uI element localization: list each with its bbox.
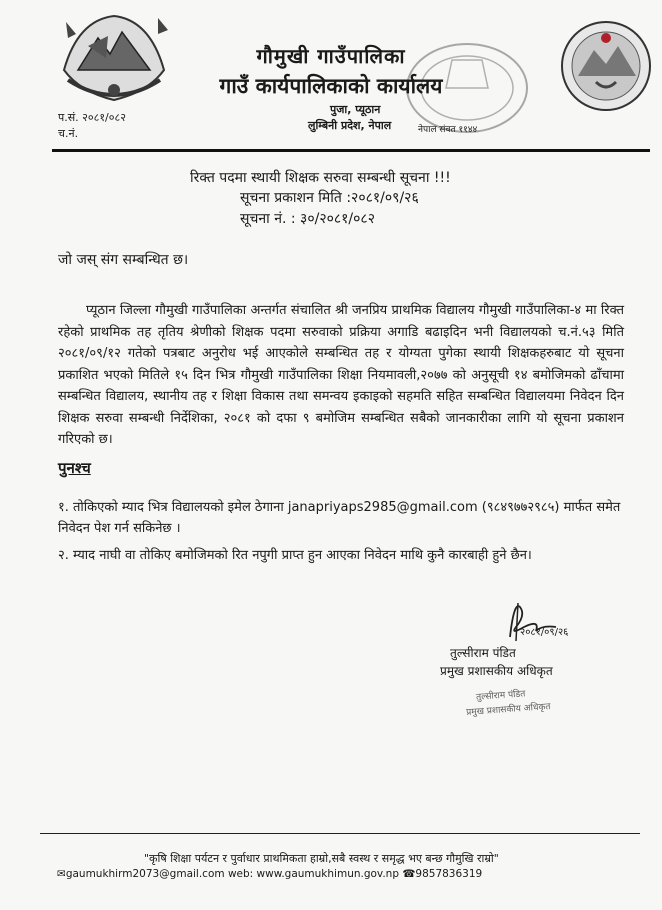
signature (480, 597, 590, 647)
footer-divider (40, 833, 640, 834)
contact-text: gaumukhirm2073@gmail.com web: www.gaumukhimun.gov.np ☎9857836319 (65, 868, 483, 880)
notice-title: रिक्त पदमा स्थायी शिक्षक सरुवा सम्बन्धी सूचना !!! (190, 170, 451, 186)
dispatch-number: च.नं. (58, 127, 79, 140)
postscript-item: २. म्याद नाघी वा तोकिए बमोजिमको रित नपुगी प्राप्त हुन आएका निवेदन माथि कुनै कारबाही हुने छैन। (58, 548, 532, 563)
org-name: गौमुखी गाउँपालिका (256, 44, 406, 68)
header-divider (52, 149, 650, 152)
footer-contact (57, 868, 482, 880)
signature-date: २०८१/०९/२६ (520, 627, 569, 638)
office-name: गाउँ कार्यपालिकाको कार्यालय (219, 74, 443, 98)
email-icon: ✉ (57, 868, 66, 880)
footer-motto: "कृषि शिक्षा पर्यटन र पुर्वाधार प्राथमिकता हाम्रो,सबै स्वस्थ र समृद्ध भए बन्छ गौमुखि राम्रो" (144, 852, 499, 865)
signature-stamp-name: तुल्सीराम पंडित (475, 689, 526, 703)
notice-body: प्यूठान जिल्ला गौमुखी गाउँपालिका अन्तर्गत संचालित श्री जनप्रिय प्राथमिक विद्यालय गौमुखी गाउँपालिका-४ मा रिक्त रहेको प्राथमिक तह तृतिय श्रेणीको शिक्षक पदमा सरुवाको प्रक्रिया अगाडि बढाइदिन भनी विद्यालयको च.नं.५३ मिति २०८१/०९/१२ गतेको पत्रबाट अनुरोध भई आएकोले सम्बन्धित तह र योग्यता पुगेका स्थायी शिक्षकहरुबाट यो सूचना प्रकाशित भएको मितिले १५ दिन भित्र गौमुखी गाउँपालिका शिक्षा नियमावली,२०७७ को अनुसूची १४ बमोजिमको ढाँचामा सम्बन्धित विद्यालय, स्थानीय तह र शिक्षा विकास तथा समन्वय इकाइको सहमति सहित सम्बन्धित विद्यालयमा निवेदन दिन शिक्षक सरुवा सम्बन्धी निर्देशिका, २०८१ को दफा ९ बमोजिम सम्बन्धित सबैको जानकारीका लागि यो सूचना प्रकाशन गरिएको छ। (58, 303, 624, 447)
postscript-heading: पुनश्च (58, 459, 91, 477)
signature-stamp-title: प्रमुख प्रशासकीय अधिकृत (465, 702, 551, 718)
greeting: जो जस् संग सम्बन्धित छ। (58, 252, 189, 268)
notice-number: सूचना नं. : ३०/२०८१/०८२ (240, 211, 375, 227)
reference-number: प.सं. २०८१/०८२ (58, 111, 126, 124)
publication-date: सूचना प्रकाशन मिति :२०८१/०९/२६ (240, 190, 419, 206)
signer-name: तुल्सीराम पंडित (450, 646, 516, 660)
address-line-2: लुम्बिनी प्रदेश, नेपाल (308, 119, 392, 132)
postscript-item: १. तोकिएको म्याद भित्र विद्यालयको इमेल ठेगाना janapriyaps2985@gmail.com (९८४९७७२९८५) मार्फत समेत निवेदन पेश गर्न सकिनेछ । (58, 500, 621, 536)
stamp-year: नेपाल संवत ११४४ (418, 125, 478, 135)
signer-title: प्रमुख प्रशासकीय अधिकृत (440, 664, 553, 678)
address-line-1: पुजा, प्यूठान (330, 103, 381, 116)
